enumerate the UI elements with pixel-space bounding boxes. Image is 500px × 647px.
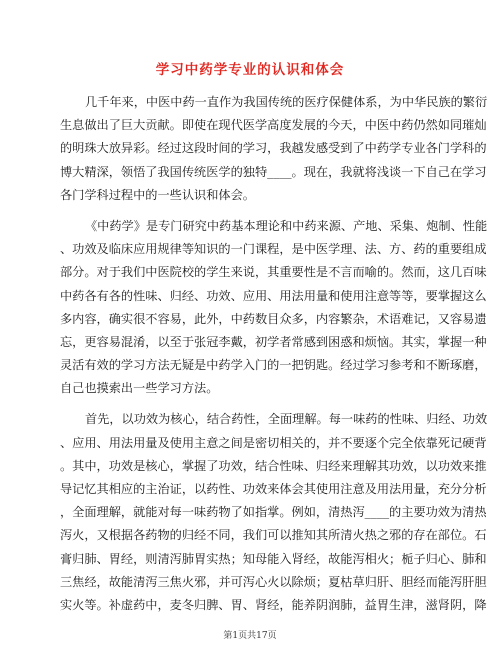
text-line: 部分。对于我们中医院校的学生来说，其重要性是不言而喻的。然而，这几百味 (60, 265, 487, 280)
paragraph-2 (60, 215, 488, 401)
text-line: 生息做出了巨大贡献。即使在现代医学高度发展的今天，中医中药仍然如同璀灿 (60, 118, 487, 133)
document-title: 学习中药学专业的认识和体会 (155, 62, 345, 78)
text-line: 、应用、用法用量及使用主意之间是密切相关的，并不要逐个完全依靠死记硬背 (60, 435, 487, 450)
text-line: 灵活有效的学习方法无疑是中药学入门的一把钥匙。经过学习参考和不断琢磨， (60, 358, 487, 373)
text-line: ，全面理解，就能对每一味药物了如指掌。例如，清热泻____的主要功效为清热 (60, 505, 487, 520)
text-line: 几千年来，中医中药一直作为我国传统的医疗保健体系，为中华民族的繁衍 (85, 95, 488, 109)
text-line: 、功效及临床应用规律等知识的一门课程，是中医学理、法、方、药的重要组成 (60, 242, 487, 257)
text-line: 多内容，确实很不容易，此外，中药数目众多，内容繁杂，术语难记，又容易遗 (60, 311, 487, 326)
page-number: 第1页共17页 (223, 631, 277, 641)
text-line: 中药各有各的性味、归经、功效、应用、用法用量和使用注意等等，要掌握这么 (60, 288, 487, 303)
text-line: 的明珠大放异彩。经过这段时间的学习，我越发感受到了中药学专业各门学科的 (60, 141, 487, 156)
text-line: 各门学科过程中的一些认识和体会。 (60, 187, 255, 202)
text-line: 三焦经，故能清泻三焦火邪，并可泻心火以除烦；夏枯草归肝、胆经而能泻肝胆 (60, 574, 487, 589)
text-line: 忘，更容易混淆，以至于张冠李戴，初学者常感到困惑和烦恼。其实，掌握一种 (60, 334, 487, 349)
text-line: 实火等。补虚药中，麦冬归脾、胃、肾经，能养阴润肺，益胃生津，滋肾阴，降 (60, 597, 487, 612)
paragraph-1 (60, 91, 488, 207)
text-line: 《中药学》是专门研究中药基本理论和中药来源、产地、采集、炮制、性能 (85, 218, 488, 233)
text-line: 首先，以功效为核心，结合药性，全面理解。每一味药的性味、归经、功效 (85, 412, 488, 427)
text-line: 。其中，功效是核心，掌握了功效，结合性味、归经来理解其功效，以功效来推 (60, 458, 487, 473)
paragraph-3 (60, 408, 488, 617)
text-line: 膏归肺、胃经，则清泻肺胃实热；知母能入肾经，故能泻相火；栀子归心、肺和 (60, 551, 487, 566)
text-line: 泻火，又根据各药物的归经不同，我们可以推知其所清火热之邪的存在部位。石 (60, 528, 487, 543)
text-line: 自己也摸索出一些学习方法。 (60, 381, 219, 396)
text-line: 博大精深，领悟了我国传统医学的独特____。现在，我就将浅谈一下自己在学习 (60, 164, 487, 179)
text-line: 导记忆其相应的主治证，以药性、功效来体会其使用注意及用法用量，充分分析 (60, 482, 487, 496)
document-body (60, 91, 488, 617)
